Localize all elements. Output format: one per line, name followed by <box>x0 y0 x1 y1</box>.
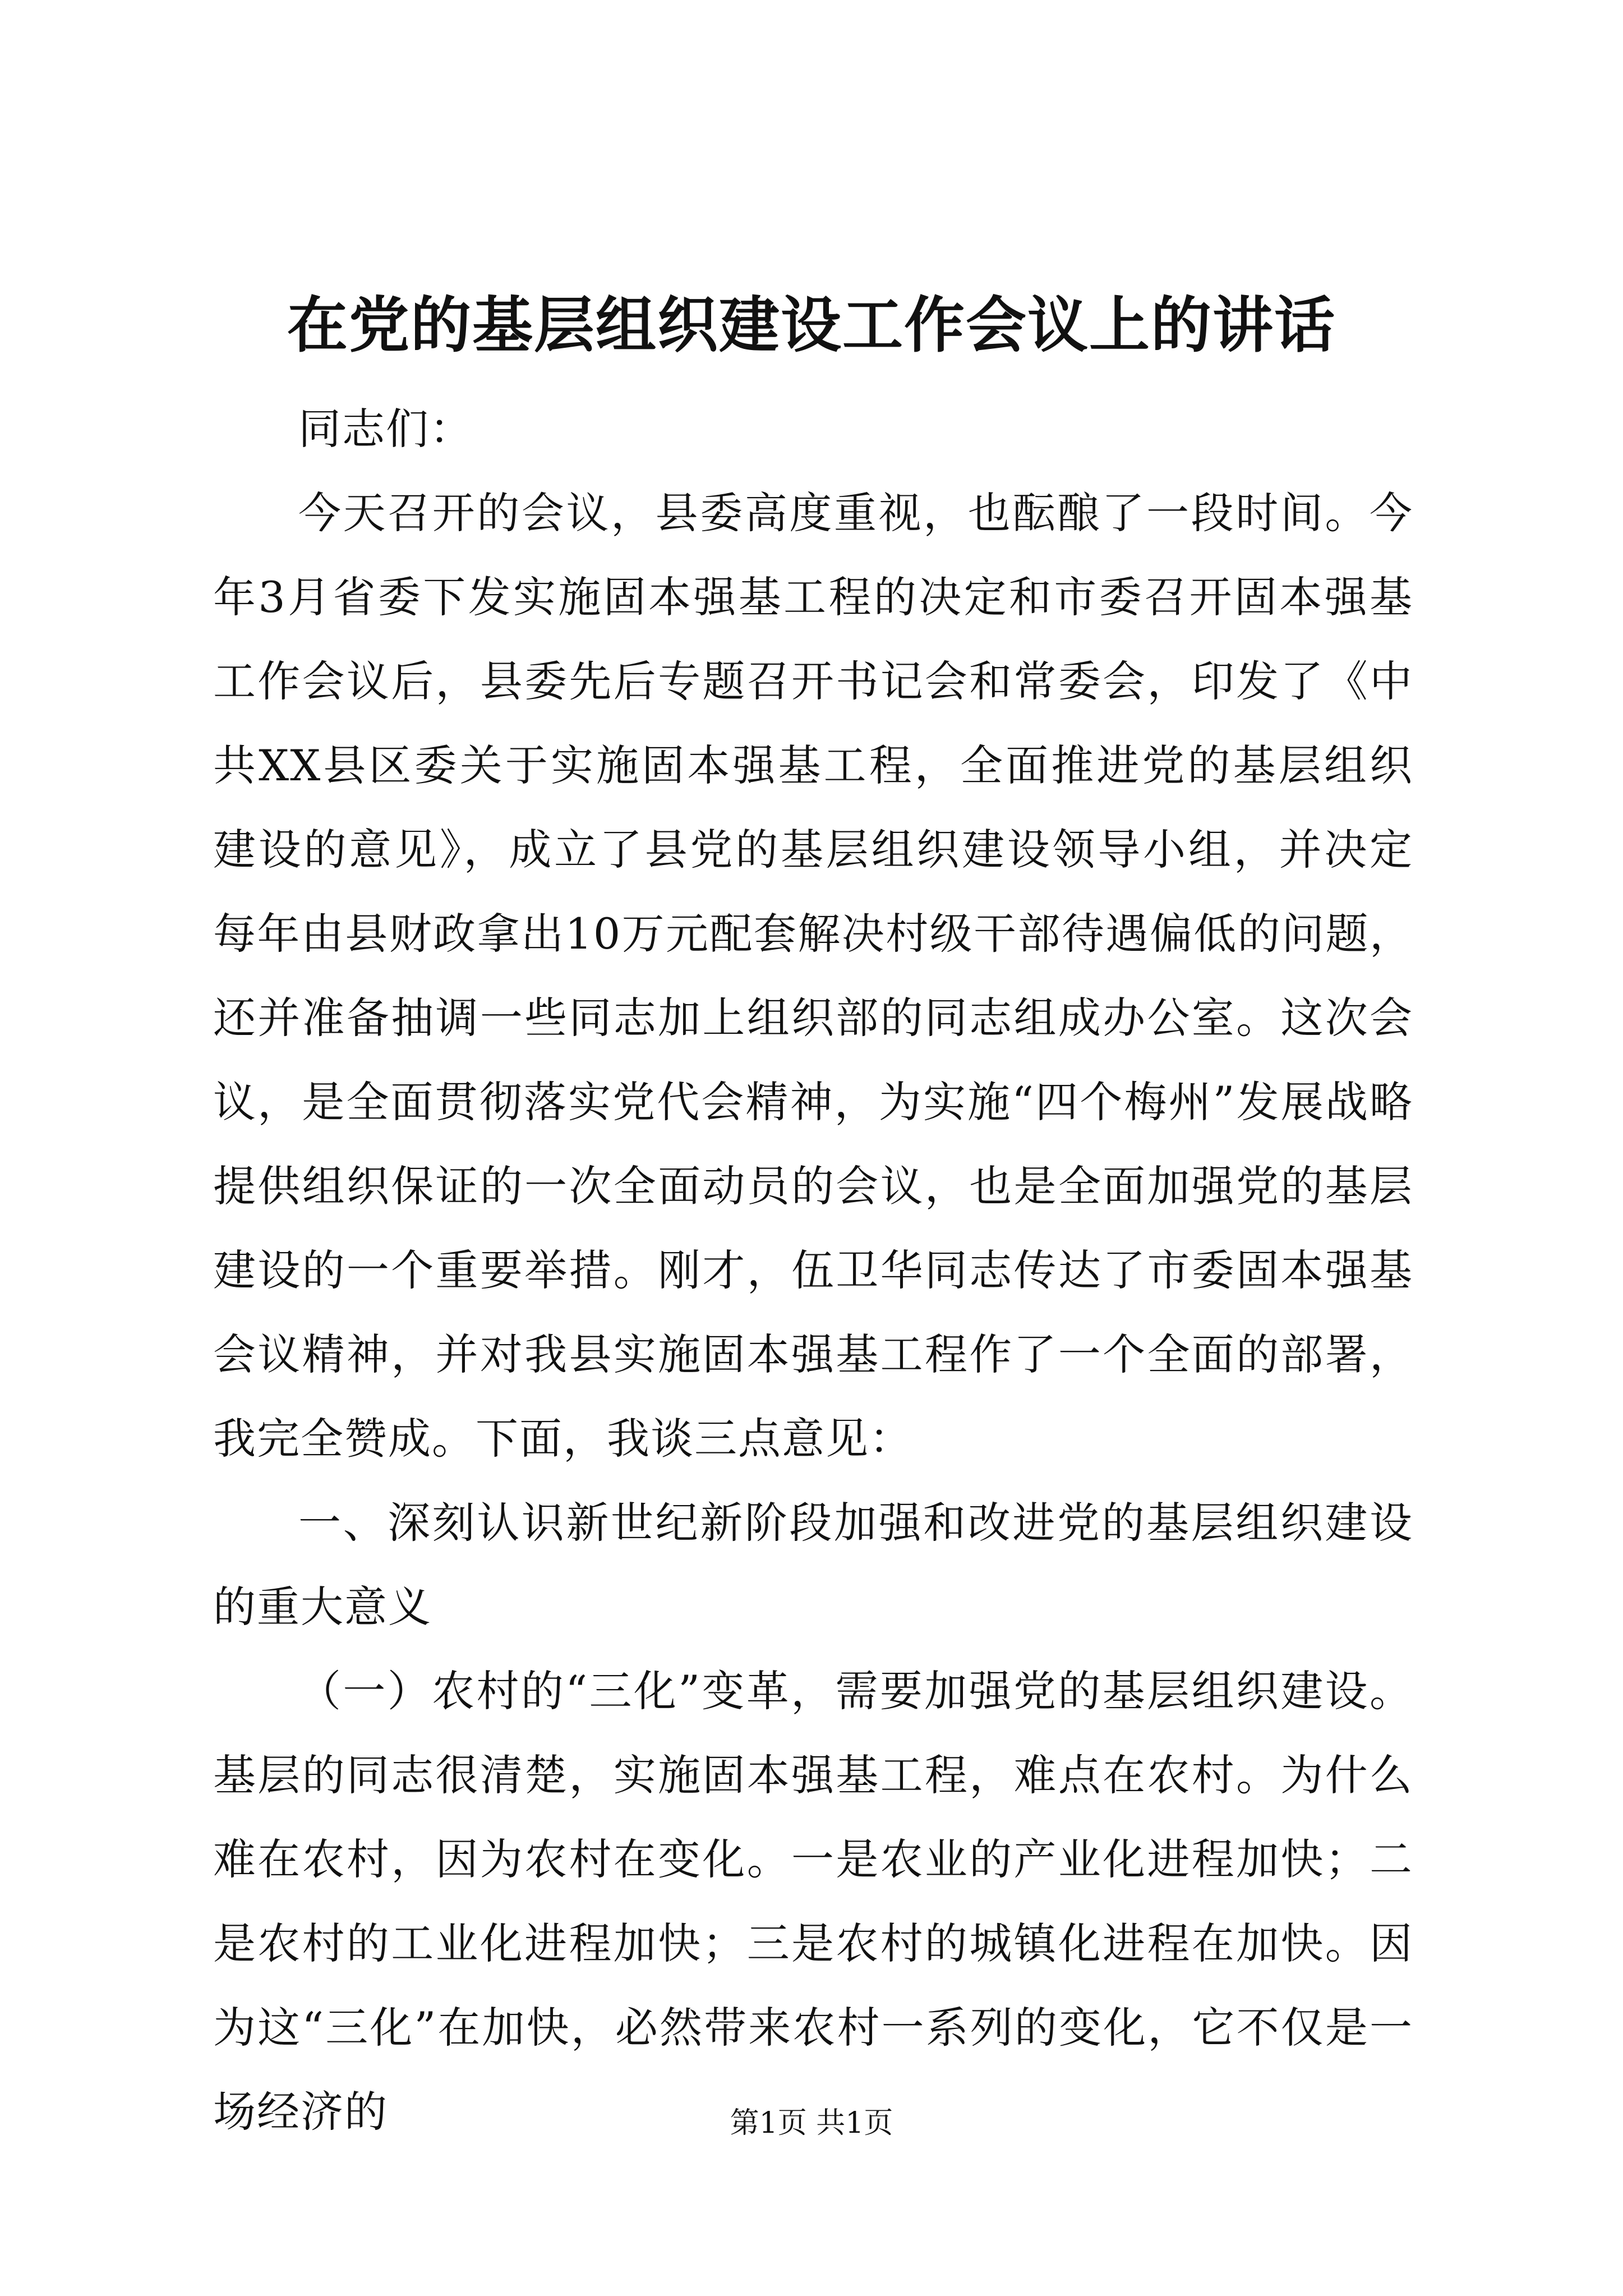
document-title: 在党的基层组织建设工作会议上的讲话 <box>287 290 1336 361</box>
body-paragraph: （一）农村的“三化”变革，需要加强党的基层组织建设。基层的同志很清楚，实施固本强基工程，难点在农村。为什么难在农村，因为农村在变化。一是农业的产业化进程加快；二是农村的工业化进程加快；三是农村的城镇化进程在加快。因为这“三化”在加快，必然带来农村一系列的变化，它不仅是一场经济的 <box>213 1666 1413 2137</box>
body-paragraph: 今天召开的会议，县委高度重视，也酝酿了一段时间。今年3月省委下发实施固本强基工程的决定和市委召开固本强基工作会议后，县委先后专题召开书记会和常委会，印发了《中共XX县区委关于实施固本强基工程，全面推进党的基层组织建设的意见》，成立了县党的基层组织建设领导小组，并决定每年由县财政拿出10万元配套解决村级干部待遇偏低的问题，还并准备抽调一些同志加上组织部的同志组成办公室。这次会议，是全面贯彻落实党代会精神，为实施“四个梅州”发展战略提供组织保证的一次全面动员的会议，也是全面加强党的基层建设的一个重要举措。刚才，伍卫华同志传达了市委固本强基会议精神，并对我县实施固本强基工程作了一个全面的部署，我完全赞成。下面，我谈三点意见： <box>213 488 1413 1464</box>
document-body <box>213 387 1413 2154</box>
section-heading: 一、深刻认识新世纪新阶段加强和改进党的基层组织建设的重大意义 <box>213 1498 1413 1632</box>
page-footer: 第1页 共1页 <box>730 2106 893 2140</box>
salutation-paragraph: 同志们： <box>298 404 473 454</box>
